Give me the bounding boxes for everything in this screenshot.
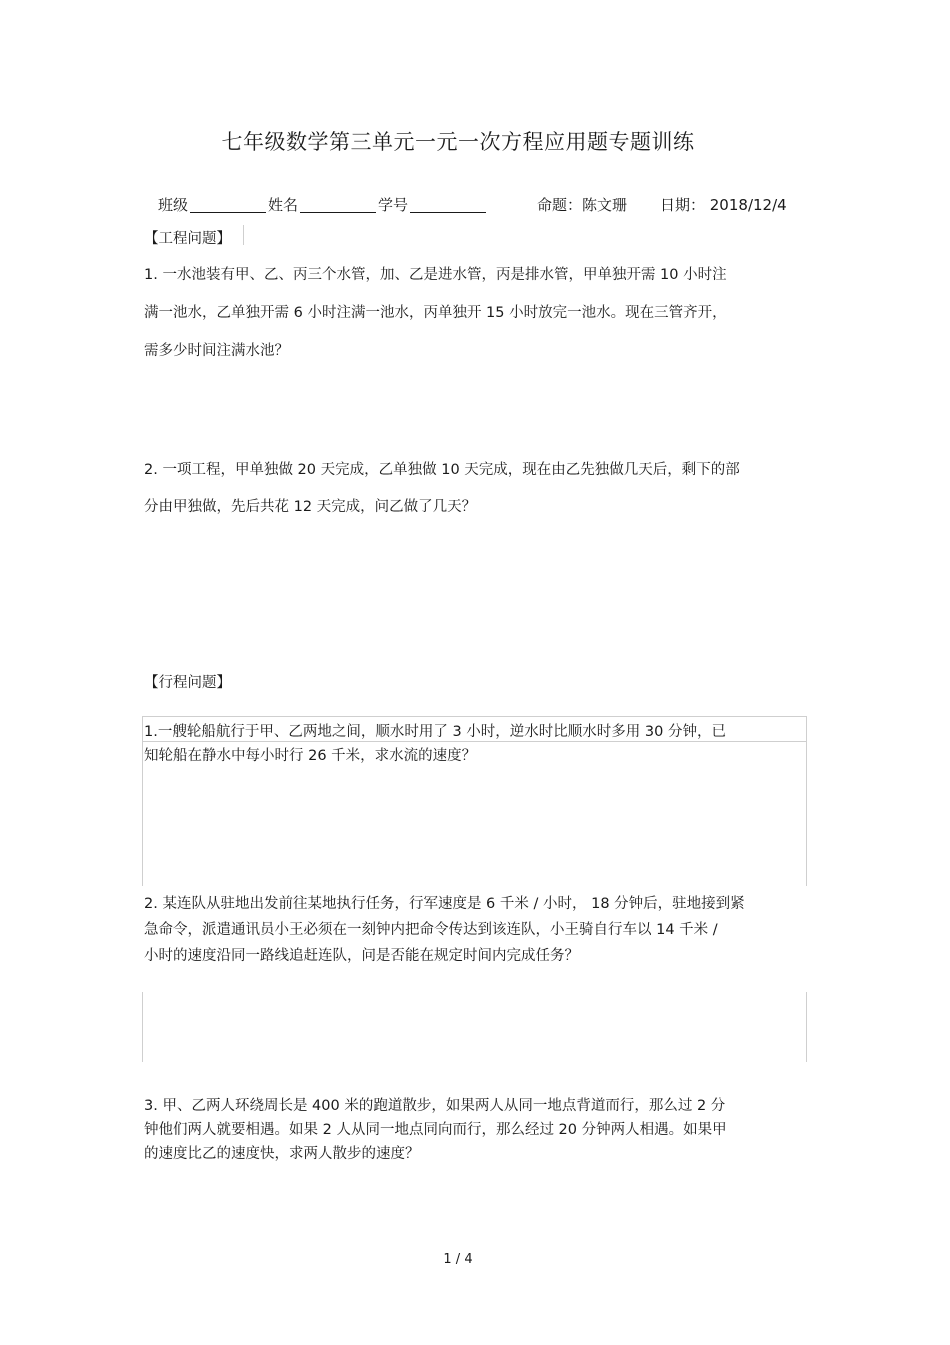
section-travel: 【行程问题】: [144, 675, 231, 691]
section-engineering: 【工程问题】: [144, 231, 231, 247]
problem-t1-line2: 知轮船在静水中每小时行 26 千米，求水流的速度？: [144, 748, 477, 764]
problem-e2-line1: 2. 一项工程，甲单独做 20 天完成，乙单独做 10 天完成，现在由乙先独做几天后，剩下的部: [144, 462, 740, 478]
frame-line: [806, 992, 807, 1062]
name-blank: [300, 197, 376, 213]
problem-e1-line3: 需多少时间注满水池？: [144, 343, 289, 359]
name-label: 姓名: [268, 196, 299, 214]
problem-t2-line2: 急命令，派遣通讯员小王必须在一刻钟内把命令传达到该连队，小王骑自行车以 14 千米 /: [144, 922, 718, 938]
problem-e2-line2: 分由甲独做，先后共花 12 天完成，问乙做了几天？: [144, 499, 477, 515]
author: 命题：陈文珊: [537, 196, 628, 214]
problem-t2-line3: 小时的速度沿同一路线追赶连队，问是否能在规定时间内完成任务？: [144, 948, 579, 964]
frame-line: [142, 741, 806, 742]
problem-t3-line2: 钟他们两人就要相遇。如果 2 人从同一地点同向而行，那么经过 20 分钟两人相遇。如果甲: [144, 1122, 727, 1138]
frame-line: [806, 716, 807, 886]
frame-line: [142, 992, 143, 1062]
class-blank: [190, 197, 266, 213]
problem-e1-line2: 满一池水，乙单独开需 6 小时注满一池水，丙单独开 15 小时放完一池水。现在三管齐开，: [144, 305, 727, 321]
meta-line: [158, 194, 488, 215]
problem-t2-line1: 2. 某连队从驻地出发前往某地执行任务，行军速度是 6 千米 / 小时， 18 分钟后，驻地接到紧: [144, 896, 745, 912]
problem-t3-line1: 3. 甲、乙两人环绕周长是 400 米的跑道散步，如果两人从同一地点背道而行，那么过 2 分: [144, 1098, 726, 1114]
problem-e1-line1: 1. 一水池装有甲、乙、丙三个水管，加、乙是进水管，丙是排水管，甲单独开需 10 小时注: [144, 267, 727, 283]
divider: [243, 225, 244, 245]
page-number: 1 / 4: [443, 1252, 473, 1267]
problem-t3-line3: 的速度比乙的速度快，求两人散步的速度？: [144, 1146, 420, 1162]
frame-line: [142, 716, 143, 886]
frame-line: [142, 716, 806, 717]
date: 日期： 2018/12/4: [660, 196, 787, 214]
id-blank: [410, 197, 486, 213]
id-label: 学号: [378, 196, 409, 214]
problem-t1-line1: 1.一艘轮船航行于甲、乙两地之间，顺水时用了 3 小时，逆水时比顺水时多用 30 分钟，已: [144, 724, 726, 740]
page-title: 七年级数学第三单元一元一次方程应用题专题训练: [221, 130, 695, 154]
class-label: 班级: [158, 196, 189, 214]
